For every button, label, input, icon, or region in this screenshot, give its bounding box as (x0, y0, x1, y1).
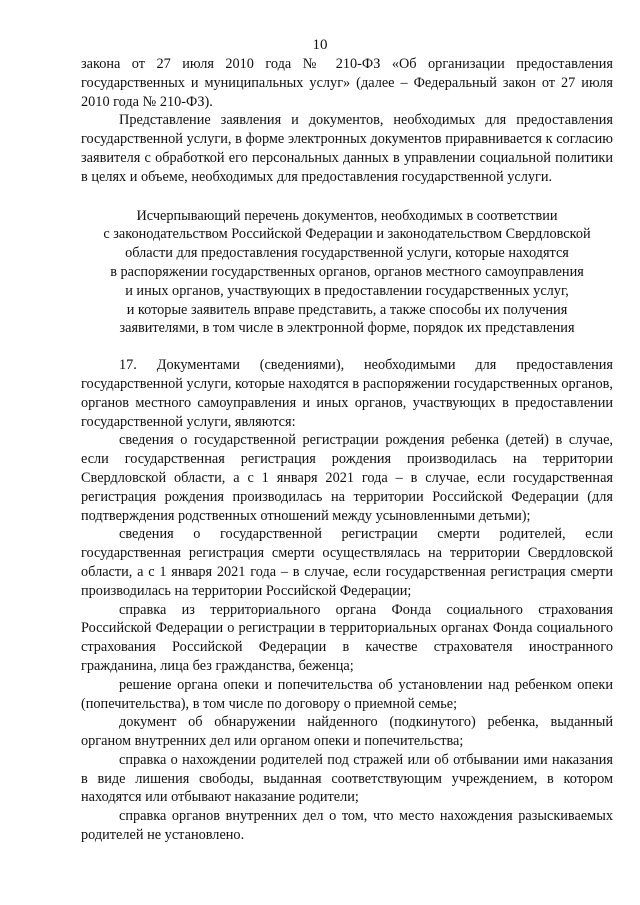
paragraph-law-reference: закона от 27 июля 2010 года № 210-ФЗ «Об организации предоставления государственных и муниципальных услуг» (далее – Федеральный закон от 27 июля 2010 года № 210-ФЗ). (81, 56, 613, 110)
list-item-guardianship-decision: решение органа опеки и попечительства об установлении над ребенком опеки (попечительства), в том числе по договору о приемной семье; (81, 676, 613, 712)
heading-line: области для предоставления государственной услуги, которые находятся (125, 245, 569, 262)
page-number: 10 (312, 37, 328, 53)
heading-line: заявителями, в том числе в электронной форме, порядок их представления (119, 320, 575, 337)
list-item-social-insurance-certificate: справка из территориального органа Фонда социального страхования Российской Федерации о регистрации в территориальных органах Фонда социального страхования Российской Федерации в качестве страхователя иностранного гражданина, лица без гражданства, беженца; (81, 601, 613, 674)
heading-line: Исчерпывающий перечень документов, необходимых в соответствии (136, 207, 558, 224)
heading-line: в распоряжении государственных органов, органов местного самоуправления (110, 263, 584, 280)
list-item-wanted-parents-certificate: справка органов внутренних дел о том, что место нахождения разыскиваемых родителей не установлено. (81, 808, 613, 844)
list-item-foundling-document: документ об обнаружении найденного (подкинутого) ребенка, выданный органом внутренних дел или органом опеки и попечительства; (81, 714, 613, 750)
list-item-birth-registration: сведения о государственной регистрации рождения ребенка (детей) в случае, если государственная регистрация рождения производилась на территории Свердловской области, а с 1 января 2021 года – в случае, если государственная регистрация рождения производилась на территории Российской Федерации (для подтверждения родственных отношений между усыновленными детьми); (81, 432, 613, 524)
list-item-death-registration: сведения о государственной регистрации смерти родителей, если государственная регистрация смерти осуществлялась на территории Свердловской области, а с 1 января 2021 года – в случае, если государственная регистрация смерти производилась на территории Российской Федерации; (81, 526, 613, 599)
list-item-custody-certificate: справка о нахождении родителей под стражей или об отбывании ими наказания в виде лишения свободы, выданная соответствующим учреждением, в котором находятся или отбывают наказание родители; (81, 751, 613, 806)
heading-line: и которые заявитель вправе представить, а также способы их получения (126, 301, 568, 318)
heading-line: и иных органов, участвующих в предоставлении государственных услуг, (125, 282, 569, 299)
section-heading (81, 207, 613, 339)
paragraph-item-17: 17. Документами (сведениями), необходимыми для предоставления государственной услуги, которые находятся в распоряжении государственных органов, органов местного самоуправления и иных органов, участвующих в предоставлении государственной услуги, являются: (81, 357, 613, 430)
paragraph-electronic-consent: Представление заявления и документов, необходимых для предоставления государственной услуги, в форме электронных документов приравнивается к согласию заявителя с обработкой его персональных данных в управлении социальной политики в целях и объеме, необходимых для предоставления государственной услуги. (81, 112, 613, 185)
document-body (81, 55, 613, 845)
heading-line: с законодательством Российской Федерации и законодательством Свердловской (103, 226, 591, 243)
